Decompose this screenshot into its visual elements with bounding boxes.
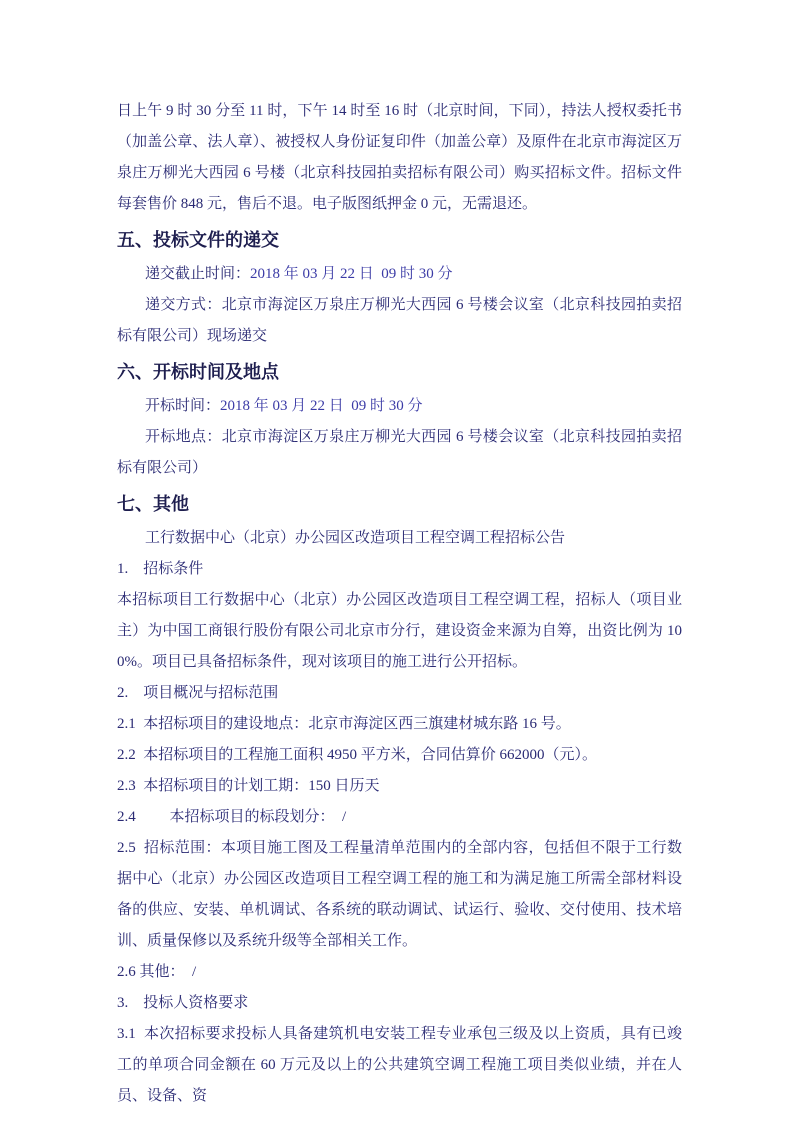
deadline-label: 递交截止时间：	[145, 266, 251, 282]
numbered-item-2-2: 2.2 本招标项目的工程施工面积 4950 平方米，合同估算价 662000（元）。	[117, 747, 598, 763]
numbered-item-3-1: 3.1 本次招标要求投标人具备建筑机电安装工程专业承包三级及以上资质，具有已竣工的单项合同金额在 60 万元及以上的公共建筑空调工程施工项目类似业绩，并在人员、设备、资	[117, 1026, 682, 1104]
section-heading-5: 五、投标文件的递交	[117, 230, 279, 250]
numbered-item-2-3: 2.3 本招标项目的计划工期：150 日历天	[117, 778, 380, 794]
document-paragraph: 日上午 9 时 30 分至 11 时，下午 14 时至 16 时（北京时间，下同），持法人授权委托书（加盖公章、法人章）、被授权人身份证复印件（加盖公章）及原件在北京市海淀区万泉庄万柳光大西园 6 号楼（北京科技园拍卖招标有限公司）购买招标文件。招标文件每套售价 848 元，售后不退。电子版图纸押金 0 元，无需退还。	[117, 103, 682, 212]
numbered-item-2: 2. 项目概况与招标范围	[117, 685, 279, 701]
numbered-item-1: 1. 招标条件	[117, 561, 204, 577]
section-heading-7: 七、其他	[117, 494, 189, 514]
opening-time-label: 开标时间：	[145, 398, 221, 414]
opening-time-value: 2018 年 03 月 22 日 09 时 30 分	[220, 398, 423, 414]
document-paragraph: 本招标项目工行数据中心（北京）办公园区改造项目工程空调工程，招标人（项目业主）为中国工商银行股份有限公司北京市分行，建设资金来源为自筹，出资比例为 100%。项目已具备招标条件，现对该项目的施工进行公开招标。	[117, 592, 682, 670]
opening-time-line	[117, 391, 682, 422]
numbered-item-2-6: 2.6 其他： /	[117, 964, 197, 980]
section-heading-6: 六、开标时间及地点	[117, 362, 279, 382]
numbered-item-2-4: 2.4 本招标项目的标段划分： /	[117, 809, 347, 825]
numbered-item-2-1: 2.1 本招标项目的建设地点：北京市海淀区西三旗建材城东路 16 号。	[117, 716, 571, 732]
document-paragraph: 开标地点：北京市海淀区万泉庄万柳光大西园 6 号楼会议室（北京科技园拍卖招标有限公司）	[117, 429, 682, 476]
document-content	[117, 96, 682, 1112]
deadline-line	[117, 259, 682, 290]
numbered-item-3: 3. 投标人资格要求	[117, 995, 249, 1011]
numbered-item-2-5: 2.5 招标范围：本项目施工图及工程量清单范围内的全部内容，包括但不限于工行数据中心（北京）办公园区改造项目工程空调工程的施工和为满足施工所需全部材料设备的供应、安装、单机调试、各系统的联动调试、试运行、验收、交付使用、技术培训、质量保修以及系统升级等全部相关工作。	[117, 840, 682, 949]
deadline-value: 2018 年 03 月 22 日 09 时 30 分	[250, 266, 453, 282]
announcement-title-line: 工行数据中心（北京）办公园区改造项目工程空调工程招标公告	[145, 530, 566, 546]
document-paragraph: 递交方式：北京市海淀区万泉庄万柳光大西园 6 号楼会议室（北京科技园拍卖招标有限公司）现场递交	[117, 297, 682, 344]
